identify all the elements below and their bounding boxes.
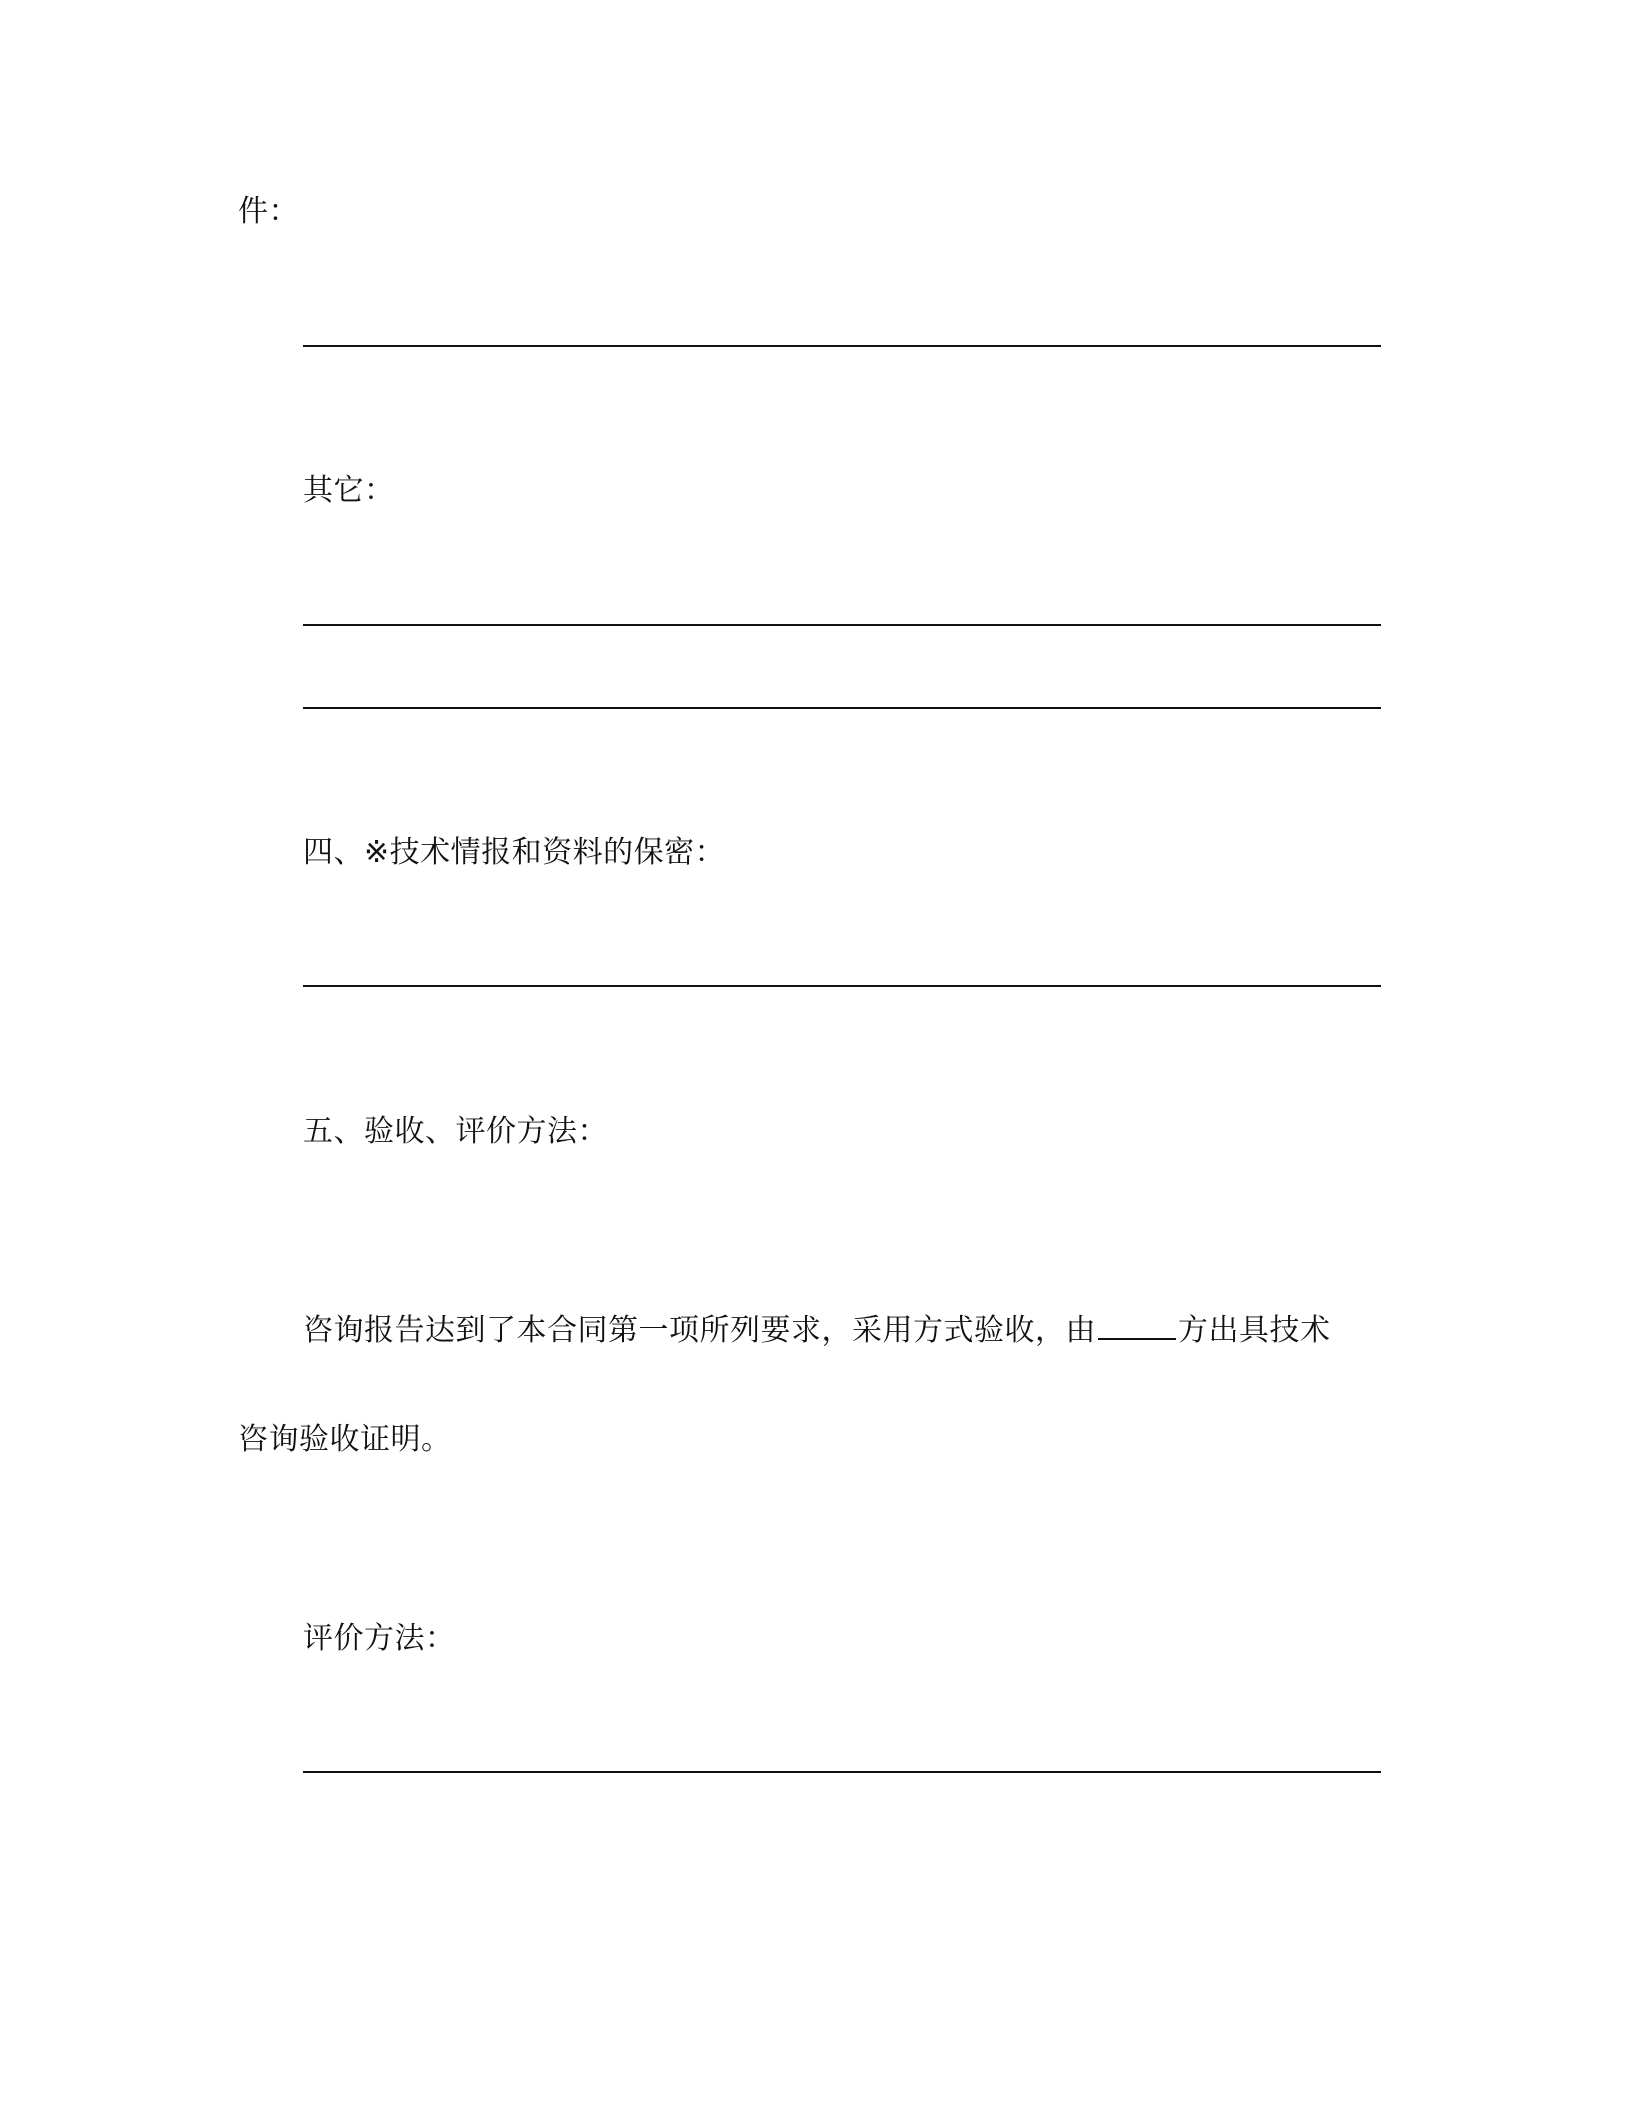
blank-line-attachment	[303, 345, 1381, 347]
continued-attachment-text: 件：	[238, 194, 299, 229]
section-five-heading: 五、验收、评价方法：	[303, 1114, 608, 1149]
section-four-heading: 四、※技术情报和资料的保密：	[303, 835, 726, 870]
party-blank-field[interactable]	[1098, 1308, 1176, 1340]
blank-line-evaluation	[303, 1771, 1381, 1773]
blank-line-other-1	[303, 624, 1381, 626]
acceptance-text-part2: 方出具技术	[1178, 1313, 1331, 1348]
other-label: 其它：	[303, 473, 395, 508]
blank-line-other-2	[303, 707, 1381, 709]
acceptance-paragraph-continued: 咨询验收证明。	[238, 1422, 452, 1457]
acceptance-paragraph	[303, 1308, 1331, 1351]
evaluation-method-label: 评价方法：	[303, 1621, 456, 1656]
blank-line-confidentiality	[303, 985, 1381, 987]
acceptance-text-part1: 咨询报告达到了本合同第一项所列要求，采用方式验收，由	[303, 1313, 1096, 1348]
